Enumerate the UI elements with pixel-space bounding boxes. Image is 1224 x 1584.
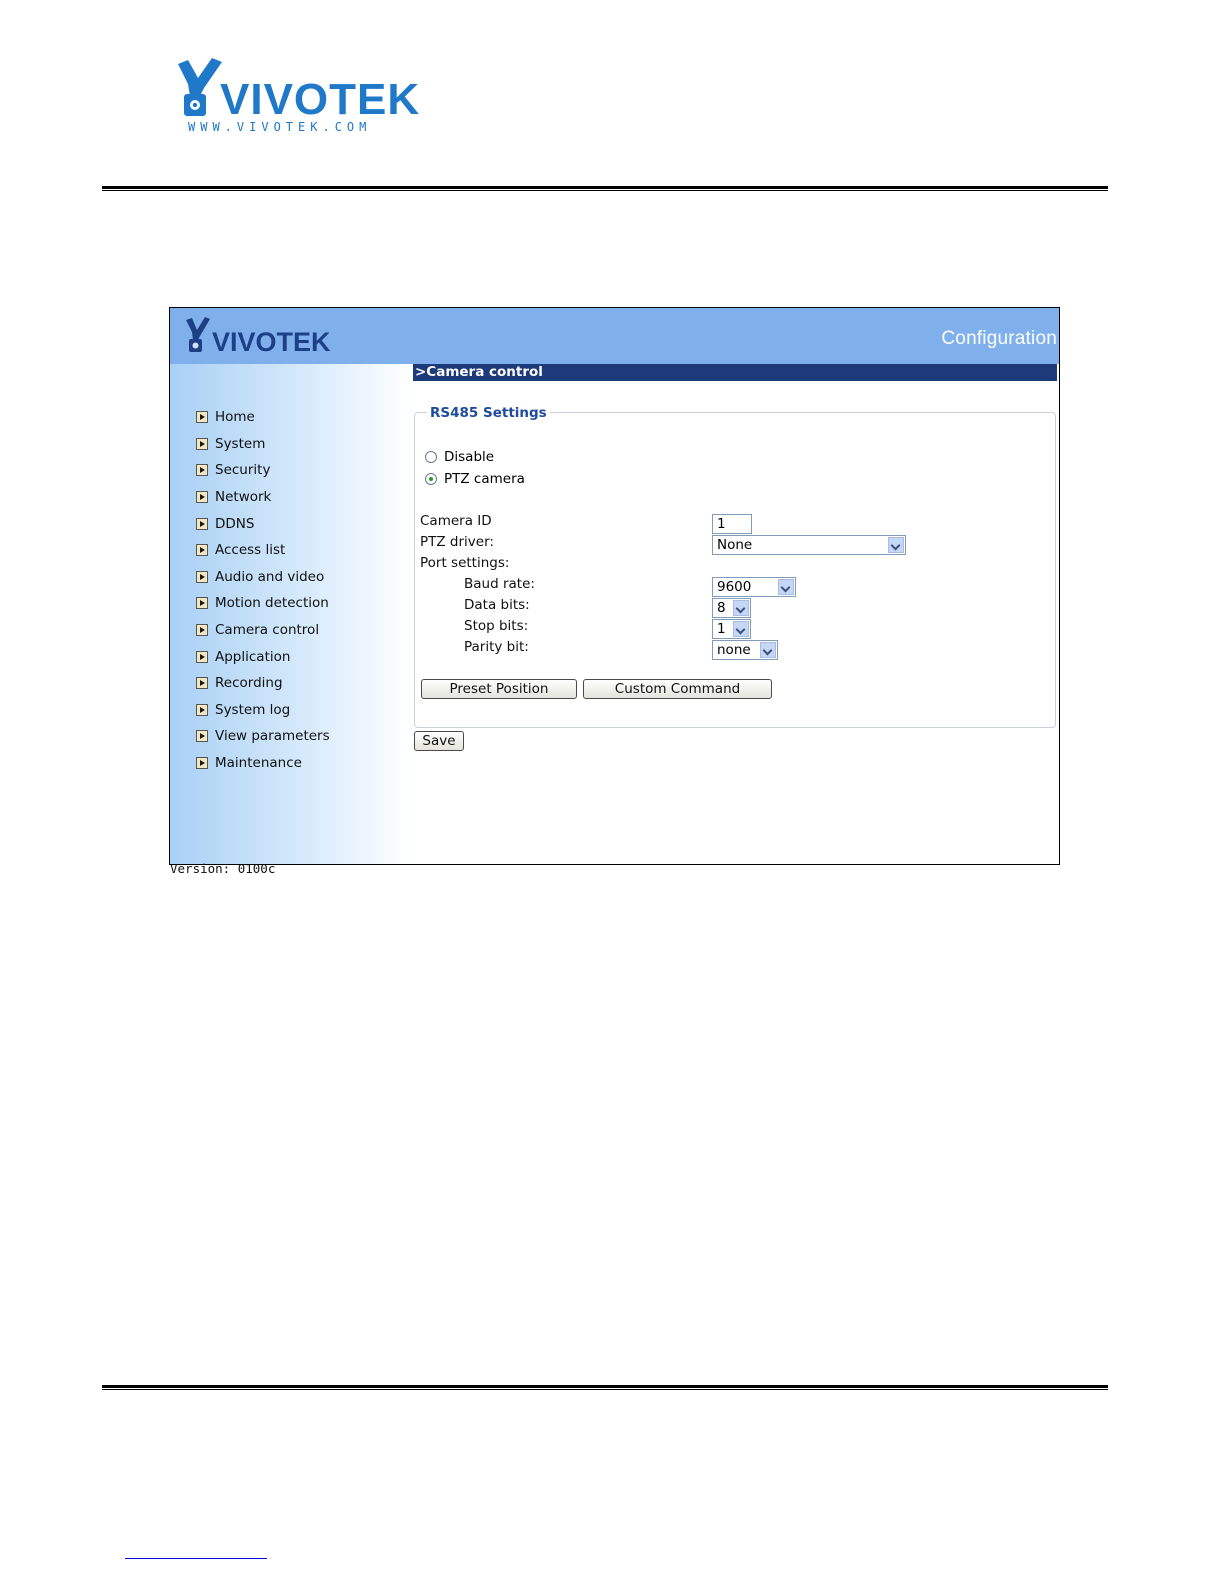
sidebar-item-recording[interactable]	[196, 670, 330, 697]
ptz-driver-label: PTZ driver:	[420, 534, 494, 550]
radio-disable[interactable]	[425, 449, 494, 465]
data-bits-label: Data bits:	[464, 597, 530, 613]
arrow-bullet-icon	[196, 464, 208, 476]
radio-disable-button[interactable]	[425, 451, 437, 463]
chevron-down-icon[interactable]	[733, 600, 749, 616]
sidebar-item-system[interactable]	[196, 431, 330, 458]
arrow-bullet-icon	[196, 651, 208, 663]
arrow-bullet-icon	[196, 411, 208, 423]
sidebar-item-view-parameters[interactable]	[196, 723, 330, 750]
custom-command-button[interactable]: Custom Command	[583, 679, 772, 699]
ptz-driver-select[interactable]	[712, 535, 906, 555]
sidebar-item-audio-and-video[interactable]	[196, 564, 330, 591]
sidebar-item-label[interactable]: Network	[215, 489, 272, 506]
sidebar-item-maintenance[interactable]	[196, 750, 330, 777]
sidebar-item-label[interactable]: Access list	[215, 542, 286, 559]
radio-ptz-camera-label[interactable]: PTZ camera	[444, 471, 525, 487]
logo-wordmark: VIVOTEK	[220, 75, 421, 124]
app-logo	[184, 316, 344, 356]
header-rule	[102, 186, 1108, 192]
baud-rate-label: Baud rate:	[464, 576, 535, 592]
chevron-down-icon[interactable]	[888, 537, 904, 553]
sidebar-item-network[interactable]	[196, 484, 330, 511]
arrow-bullet-icon	[196, 730, 208, 742]
radio-ptz-camera[interactable]	[425, 471, 525, 487]
chevron-down-icon[interactable]	[778, 579, 794, 595]
sidebar-item-label[interactable]: Audio and video	[215, 568, 325, 585]
sidebar-item-system-log[interactable]	[196, 697, 330, 724]
preset-position-button[interactable]: Preset Position	[421, 679, 577, 699]
sidebar-item-ddns[interactable]	[196, 510, 330, 537]
arrow-bullet-icon	[196, 491, 208, 503]
baud-rate-value: 9600	[717, 579, 752, 595]
sidebar-item-motion-detection[interactable]	[196, 590, 330, 617]
port-settings-label: Port settings:	[420, 555, 510, 571]
radio-disable-label[interactable]: Disable	[444, 449, 495, 465]
sidebar-item-label[interactable]: Recording	[215, 675, 283, 692]
sidebar-item-camera-control[interactable]	[196, 617, 330, 644]
arrow-bullet-icon	[196, 438, 208, 450]
footer-link-underline[interactable]	[125, 1558, 267, 1559]
arrow-bullet-icon	[196, 757, 208, 769]
sidebar	[170, 364, 413, 876]
save-button[interactable]: Save	[414, 731, 464, 751]
footer-rule	[102, 1385, 1108, 1391]
arrow-bullet-icon	[196, 544, 208, 556]
parity-bit-select[interactable]	[712, 640, 778, 660]
sidebar-item-label[interactable]: Application	[215, 648, 291, 665]
sidebar-item-label[interactable]: DDNS	[215, 515, 255, 532]
sidebar-item-access-list[interactable]	[196, 537, 330, 564]
app-logo-wordmark: VIVOTEK	[212, 327, 331, 357]
rs485-settings-legend: RS485 Settings	[427, 405, 550, 421]
vivotek-logo	[176, 56, 421, 134]
arrow-bullet-icon	[196, 597, 208, 609]
arrow-bullet-icon	[196, 518, 208, 530]
app-header	[170, 308, 1059, 364]
sidebar-item-label[interactable]: Home	[215, 409, 255, 426]
arrow-bullet-icon	[196, 704, 208, 716]
sidebar-item-label[interactable]: System	[215, 435, 266, 452]
sidebar-nav	[196, 404, 330, 776]
sidebar-item-application[interactable]	[196, 643, 330, 670]
sidebar-item-label[interactable]: Camera control	[215, 622, 320, 639]
sidebar-item-label[interactable]: Maintenance	[215, 755, 302, 772]
camera-id-input[interactable]: 1	[712, 514, 752, 534]
radio-ptz-camera-button[interactable]	[425, 473, 437, 485]
data-bits-value: 8	[717, 600, 726, 616]
camera-id-label: Camera ID	[420, 513, 492, 529]
sidebar-item-label[interactable]: Motion detection	[215, 595, 329, 612]
version-text: Version: 0100c	[170, 861, 276, 876]
data-bits-select[interactable]	[712, 598, 751, 618]
ptz-driver-value: None	[717, 537, 753, 553]
arrow-bullet-icon	[196, 624, 208, 636]
arrow-bullet-icon	[196, 571, 208, 583]
sidebar-item-label[interactable]: View parameters	[215, 728, 330, 745]
stop-bits-select[interactable]	[712, 619, 751, 639]
parity-bit-label: Parity bit:	[464, 639, 529, 655]
sidebar-item-security[interactable]	[196, 457, 330, 484]
parity-bit-value: none	[717, 642, 751, 658]
sidebar-item-label[interactable]: Security	[215, 462, 271, 479]
sidebar-item-label[interactable]: System log	[215, 701, 291, 718]
logo-url: WWW.VIVOTEK.COM	[188, 120, 372, 134]
configuration-screenshot	[169, 307, 1060, 876]
arrow-bullet-icon	[196, 677, 208, 689]
chevron-down-icon[interactable]	[760, 642, 776, 658]
chevron-down-icon[interactable]	[733, 621, 749, 637]
stop-bits-value: 1	[717, 621, 726, 637]
baud-rate-select[interactable]	[712, 577, 796, 597]
header-title: Configuration	[941, 328, 1057, 349]
stop-bits-label: Stop bits:	[464, 618, 529, 634]
sidebar-item-home[interactable]	[196, 404, 330, 431]
section-title-bar: >Camera control	[413, 364, 1057, 381]
